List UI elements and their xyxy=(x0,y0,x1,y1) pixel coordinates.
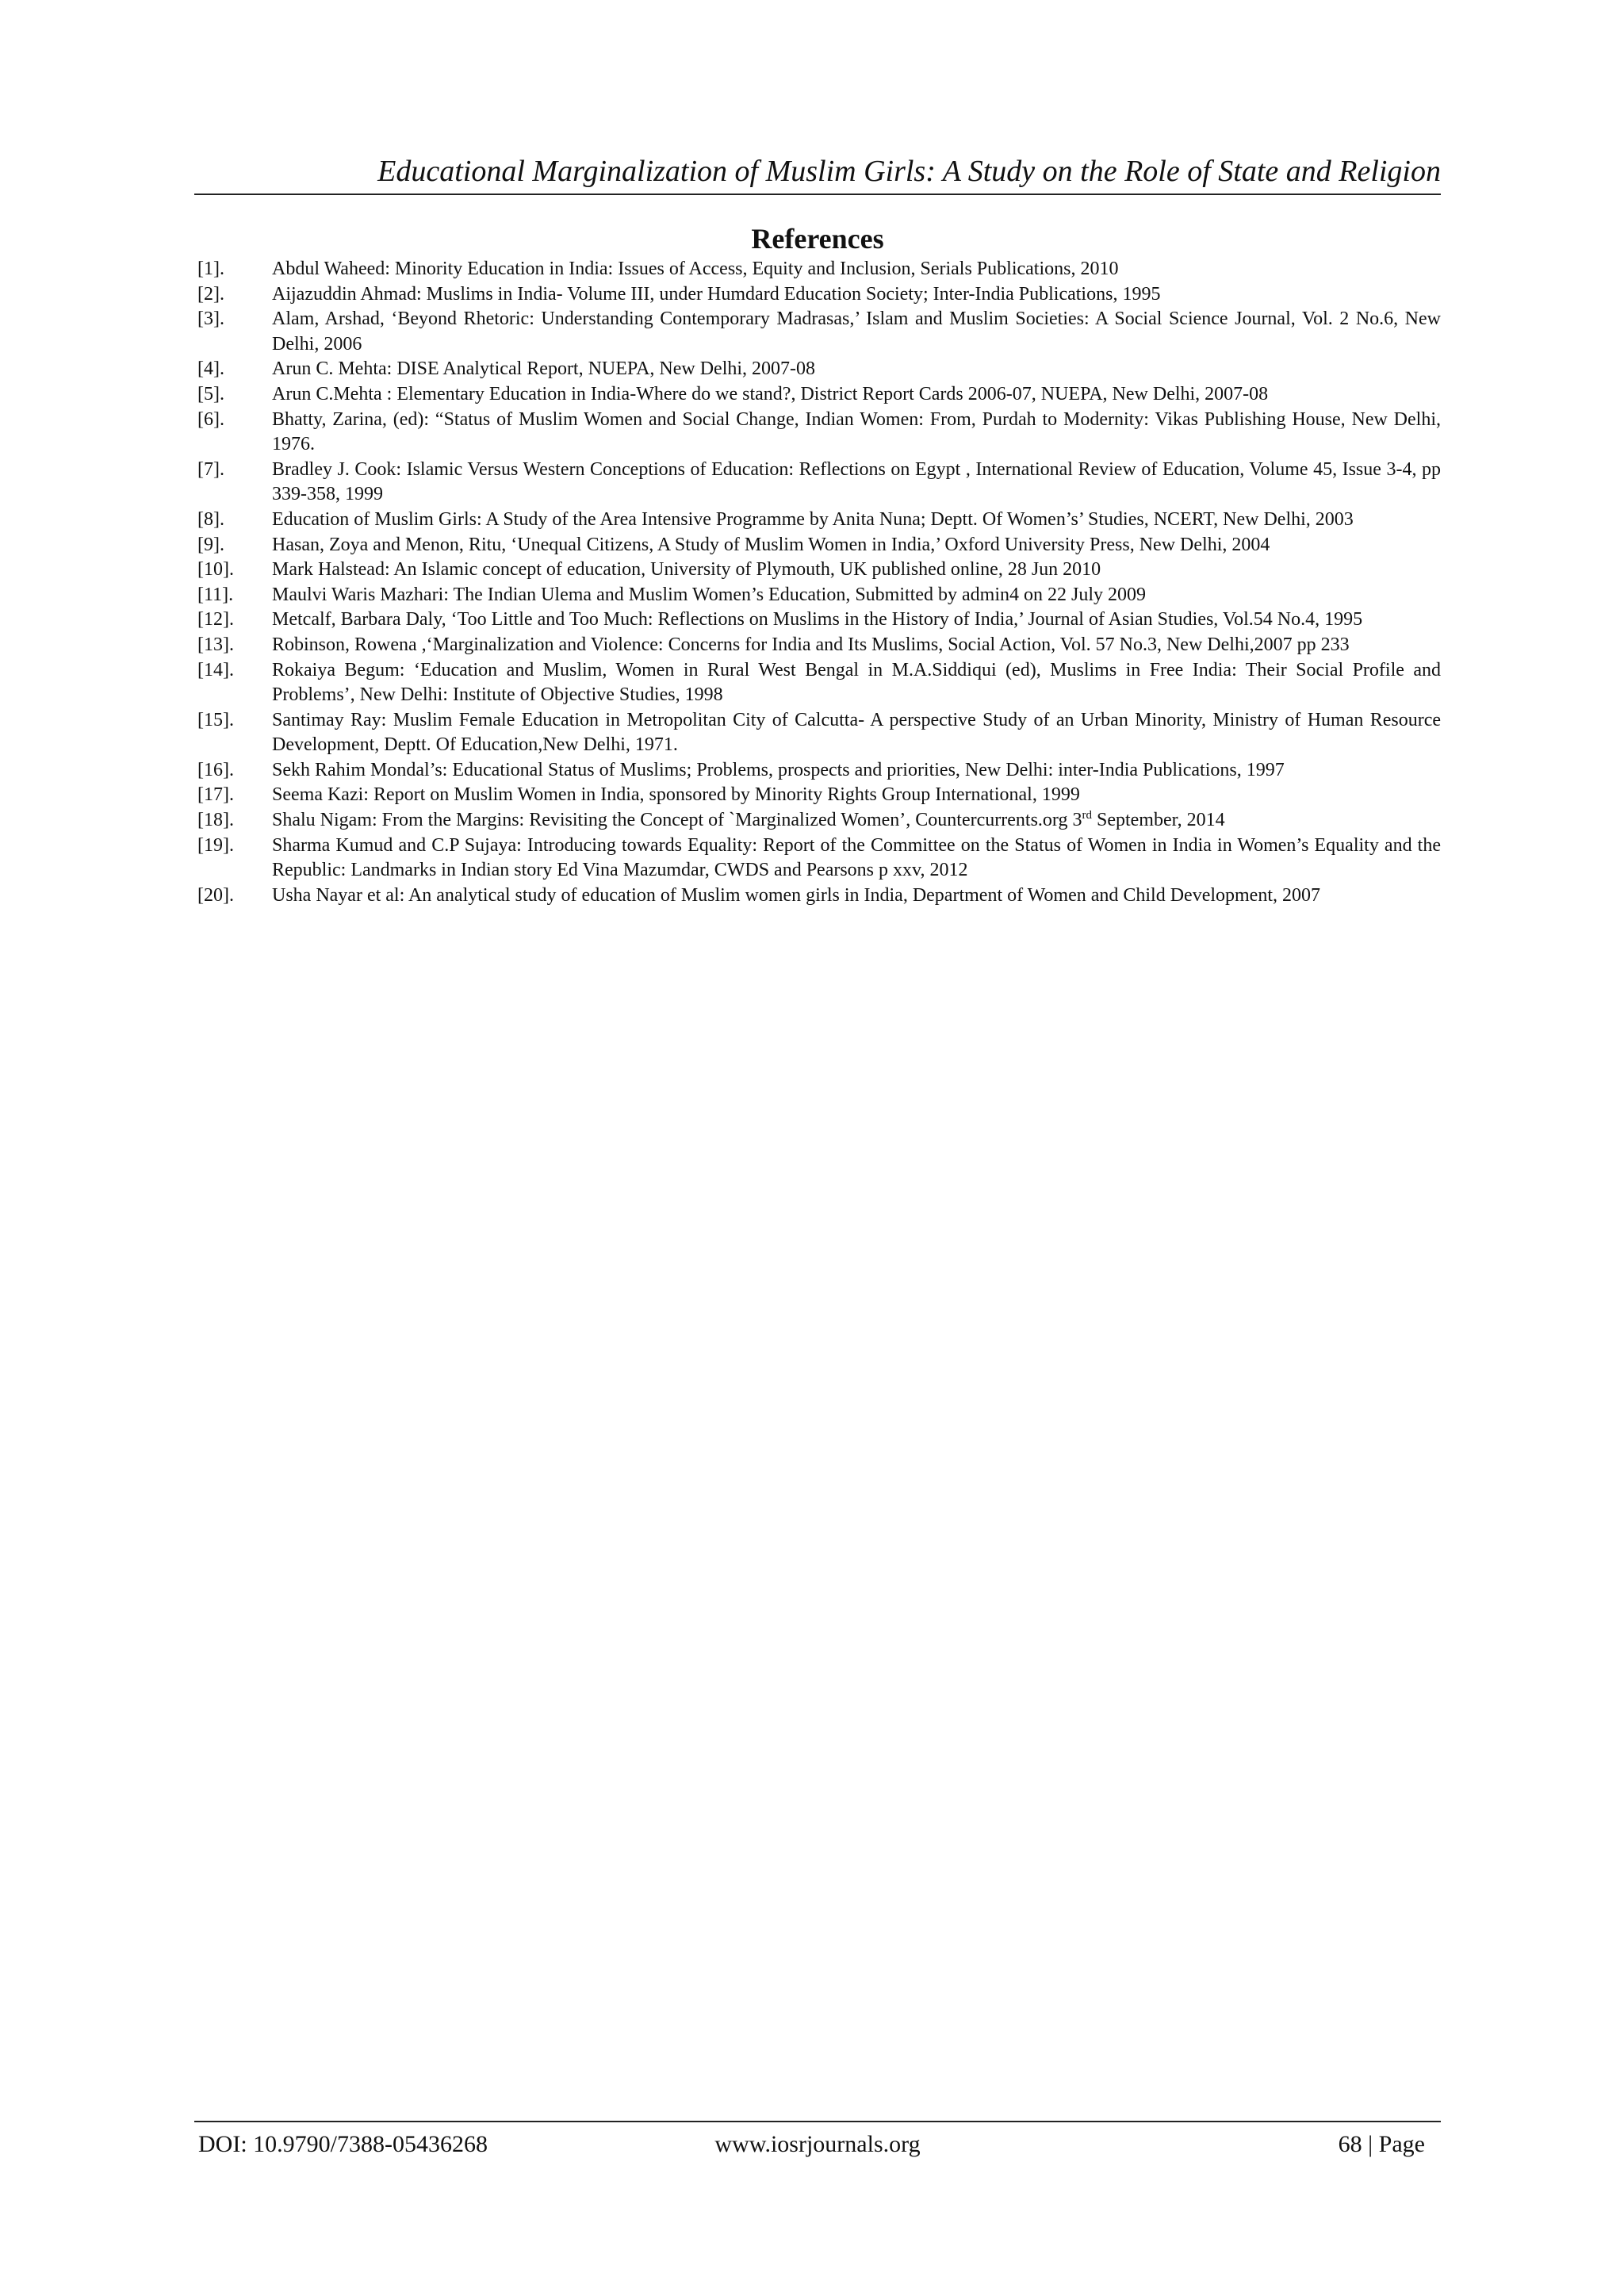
reference-superscript: rd xyxy=(1082,809,1092,822)
reference-item xyxy=(197,808,1441,834)
reference-number: [17]. xyxy=(197,784,234,806)
reference-text: Education of Muslim Girls: A Study of the Area Intensive Programme by Anita Nuna; Deptt. Of Women’s’ Studies, NCERT, New Delhi, 2003 xyxy=(272,508,1354,530)
reference-text: Aijazuddin Ahmad: Muslims in India- Volume III, under Humdard Education Society; Inter-India Publications, 1995 xyxy=(272,283,1161,305)
reference-text: Bradley J. Cook: Islamic Versus Western Conceptions of Education: Reflections on Egypt , International Review of Education, Volume 45, Issue 3-4, pp 339-358, 1999 xyxy=(272,458,1441,505)
reference-text: Arun C.Mehta : Elementary Education in India-Where do we stand?, District Report Cards 2006-07, NUEPA, New Delhi, 2007-08 xyxy=(272,383,1269,404)
reference-number: [4]. xyxy=(197,358,224,380)
footer-doi: DOI: 10.9790/7388-05436268 xyxy=(198,2131,488,2157)
reference-item xyxy=(197,382,1441,408)
reference-item xyxy=(197,783,1441,808)
reference-list xyxy=(197,257,1441,908)
reference-text: Abdul Waheed: Minority Education in India: Issues of Access, Equity and Inclusion, Serials Publications, 2010 xyxy=(272,259,1119,279)
reference-number: [8]. xyxy=(197,508,224,530)
reference-number: [3]. xyxy=(197,309,224,330)
reference-item xyxy=(197,558,1441,583)
footer-journal-site: www.iosrjournals.org xyxy=(714,2131,921,2157)
reference-item xyxy=(197,282,1441,308)
running-head-title: Educational Marginalization of Muslim Girls: A Study on the Role of State and Religion xyxy=(194,152,1441,195)
reference-text: Hasan, Zoya and Menon, Ritu, ‘Unequal Citizens, A Study of Muslim Women in India,’ Oxford University Press, New Delhi, 2004 xyxy=(272,534,1270,555)
reference-number: [7]. xyxy=(197,458,224,480)
footer-page-number: 68 | Page xyxy=(1338,2131,1425,2157)
reference-item xyxy=(197,758,1441,784)
reference-number: [14]. xyxy=(197,659,234,680)
reference-text: Mark Halstead: An Islamic concept of education, University of Plymouth, UK published online, 28 Jun 2010 xyxy=(272,559,1101,581)
reference-text: Sekh Rahim Mondal’s: Educational Status of Muslims; Problems, prospects and priorities, New Delhi: inter-India Publications, 1997 xyxy=(272,759,1285,780)
reference-number: [1]. xyxy=(197,259,224,279)
reference-number: [15]. xyxy=(197,709,234,730)
reference-text: Arun C. Mehta: DISE Analytical Report, NUEPA, New Delhi, 2007-08 xyxy=(272,358,816,380)
reference-number: [12]. xyxy=(197,609,234,631)
reference-text-main: Shalu Nigam: From the Margins: Revisiting the Concept of `Marginalized Women’, Countercurrents.org 3 xyxy=(272,810,1082,831)
reference-number: [6]. xyxy=(197,408,224,430)
reference-item xyxy=(197,357,1441,382)
reference-number: [19]. xyxy=(197,834,234,856)
reference-text: Robinson, Rowena ,‘Marginalization and Violence: Concerns for India and Its Muslims, Social Action, Vol. 57 No.3, New Delhi,2007 pp 233 xyxy=(272,634,1350,655)
reference-text: Alam, Arshad, ‘Beyond Rhetoric: Understanding Contemporary Madrasas,’ Islam and Muslim Societies: A Social Science Journal, Vol. 2 No.6, New Delhi, 2006 xyxy=(272,309,1441,355)
reference-number: [2]. xyxy=(197,283,224,305)
reference-text: Seema Kazi: Report on Muslim Women in India, sponsored by Minority Rights Group International, 1999 xyxy=(272,784,1080,806)
reference-number: [9]. xyxy=(197,534,224,555)
reference-text: Sharma Kumud and C.P Sujaya: Introducing towards Equality: Report of the Committee on the Status of Women in India in Women’s Equality and the Republic: Landmarks in Indian story Ed Vina Mazumdar, CWDS and Pearsons p xxv, 2012 xyxy=(272,834,1441,881)
reference-text: Maulvi Waris Mazhari: The Indian Ulema and Muslim Women’s Education, Submitted by admin4 on 22 July 2009 xyxy=(272,584,1146,605)
reference-item xyxy=(197,408,1441,458)
reference-item xyxy=(197,508,1441,533)
reference-text: Usha Nayar et al: An analytical study of education of Muslim women girls in India, Department of Women and Child Development, 2007 xyxy=(272,884,1321,906)
reference-number: [5]. xyxy=(197,383,224,404)
reference-number: [11]. xyxy=(197,584,234,605)
reference-item xyxy=(197,884,1441,909)
reference-item xyxy=(197,257,1441,282)
reference-item xyxy=(197,708,1441,758)
reference-number: [10]. xyxy=(197,559,234,581)
reference-text-tail: September, 2014 xyxy=(1091,810,1225,831)
reference-number: [13]. xyxy=(197,634,234,655)
reference-text: Rokaiya Begum: ‘Education and Muslim, Women in Rural West Bengal in M.A.Siddiqui (ed), Muslims in Free India: Their Social Profile and Problems’, New Delhi: Institute of Objective Studies, 1998 xyxy=(272,659,1441,706)
reference-number: [16]. xyxy=(197,759,234,780)
reference-item xyxy=(197,834,1441,884)
reference-number: [18]. xyxy=(197,810,234,831)
reference-item xyxy=(197,583,1441,608)
reference-text xyxy=(272,808,1441,834)
references-heading: References xyxy=(751,223,884,255)
reference-number: [20]. xyxy=(197,884,234,906)
reference-item xyxy=(197,608,1441,633)
reference-item xyxy=(197,658,1441,708)
page-footer xyxy=(194,2121,1441,2167)
reference-item xyxy=(197,633,1441,658)
reference-item xyxy=(197,458,1441,508)
reference-text: Metcalf, Barbara Daly, ‘Too Little and Too Much: Reflections on Muslims in the History of India,’ Journal of Asian Studies, Vol.54 No.4, 1995 xyxy=(272,609,1363,631)
reference-text: Bhatty, Zarina, (ed): “Status of Muslim Women and Social Change, Indian Women: From, Purdah to Modernity: Vikas Publishing House, New Delhi, 1976. xyxy=(272,408,1441,455)
reference-item xyxy=(197,533,1441,558)
reference-text: Santimay Ray: Muslim Female Education in Metropolitan City of Calcutta- A perspective Study of an Urban Minority, Ministry of Human Resource Development, Deptt. Of Education,New Delhi, 1971. xyxy=(272,709,1441,756)
reference-item xyxy=(197,307,1441,357)
